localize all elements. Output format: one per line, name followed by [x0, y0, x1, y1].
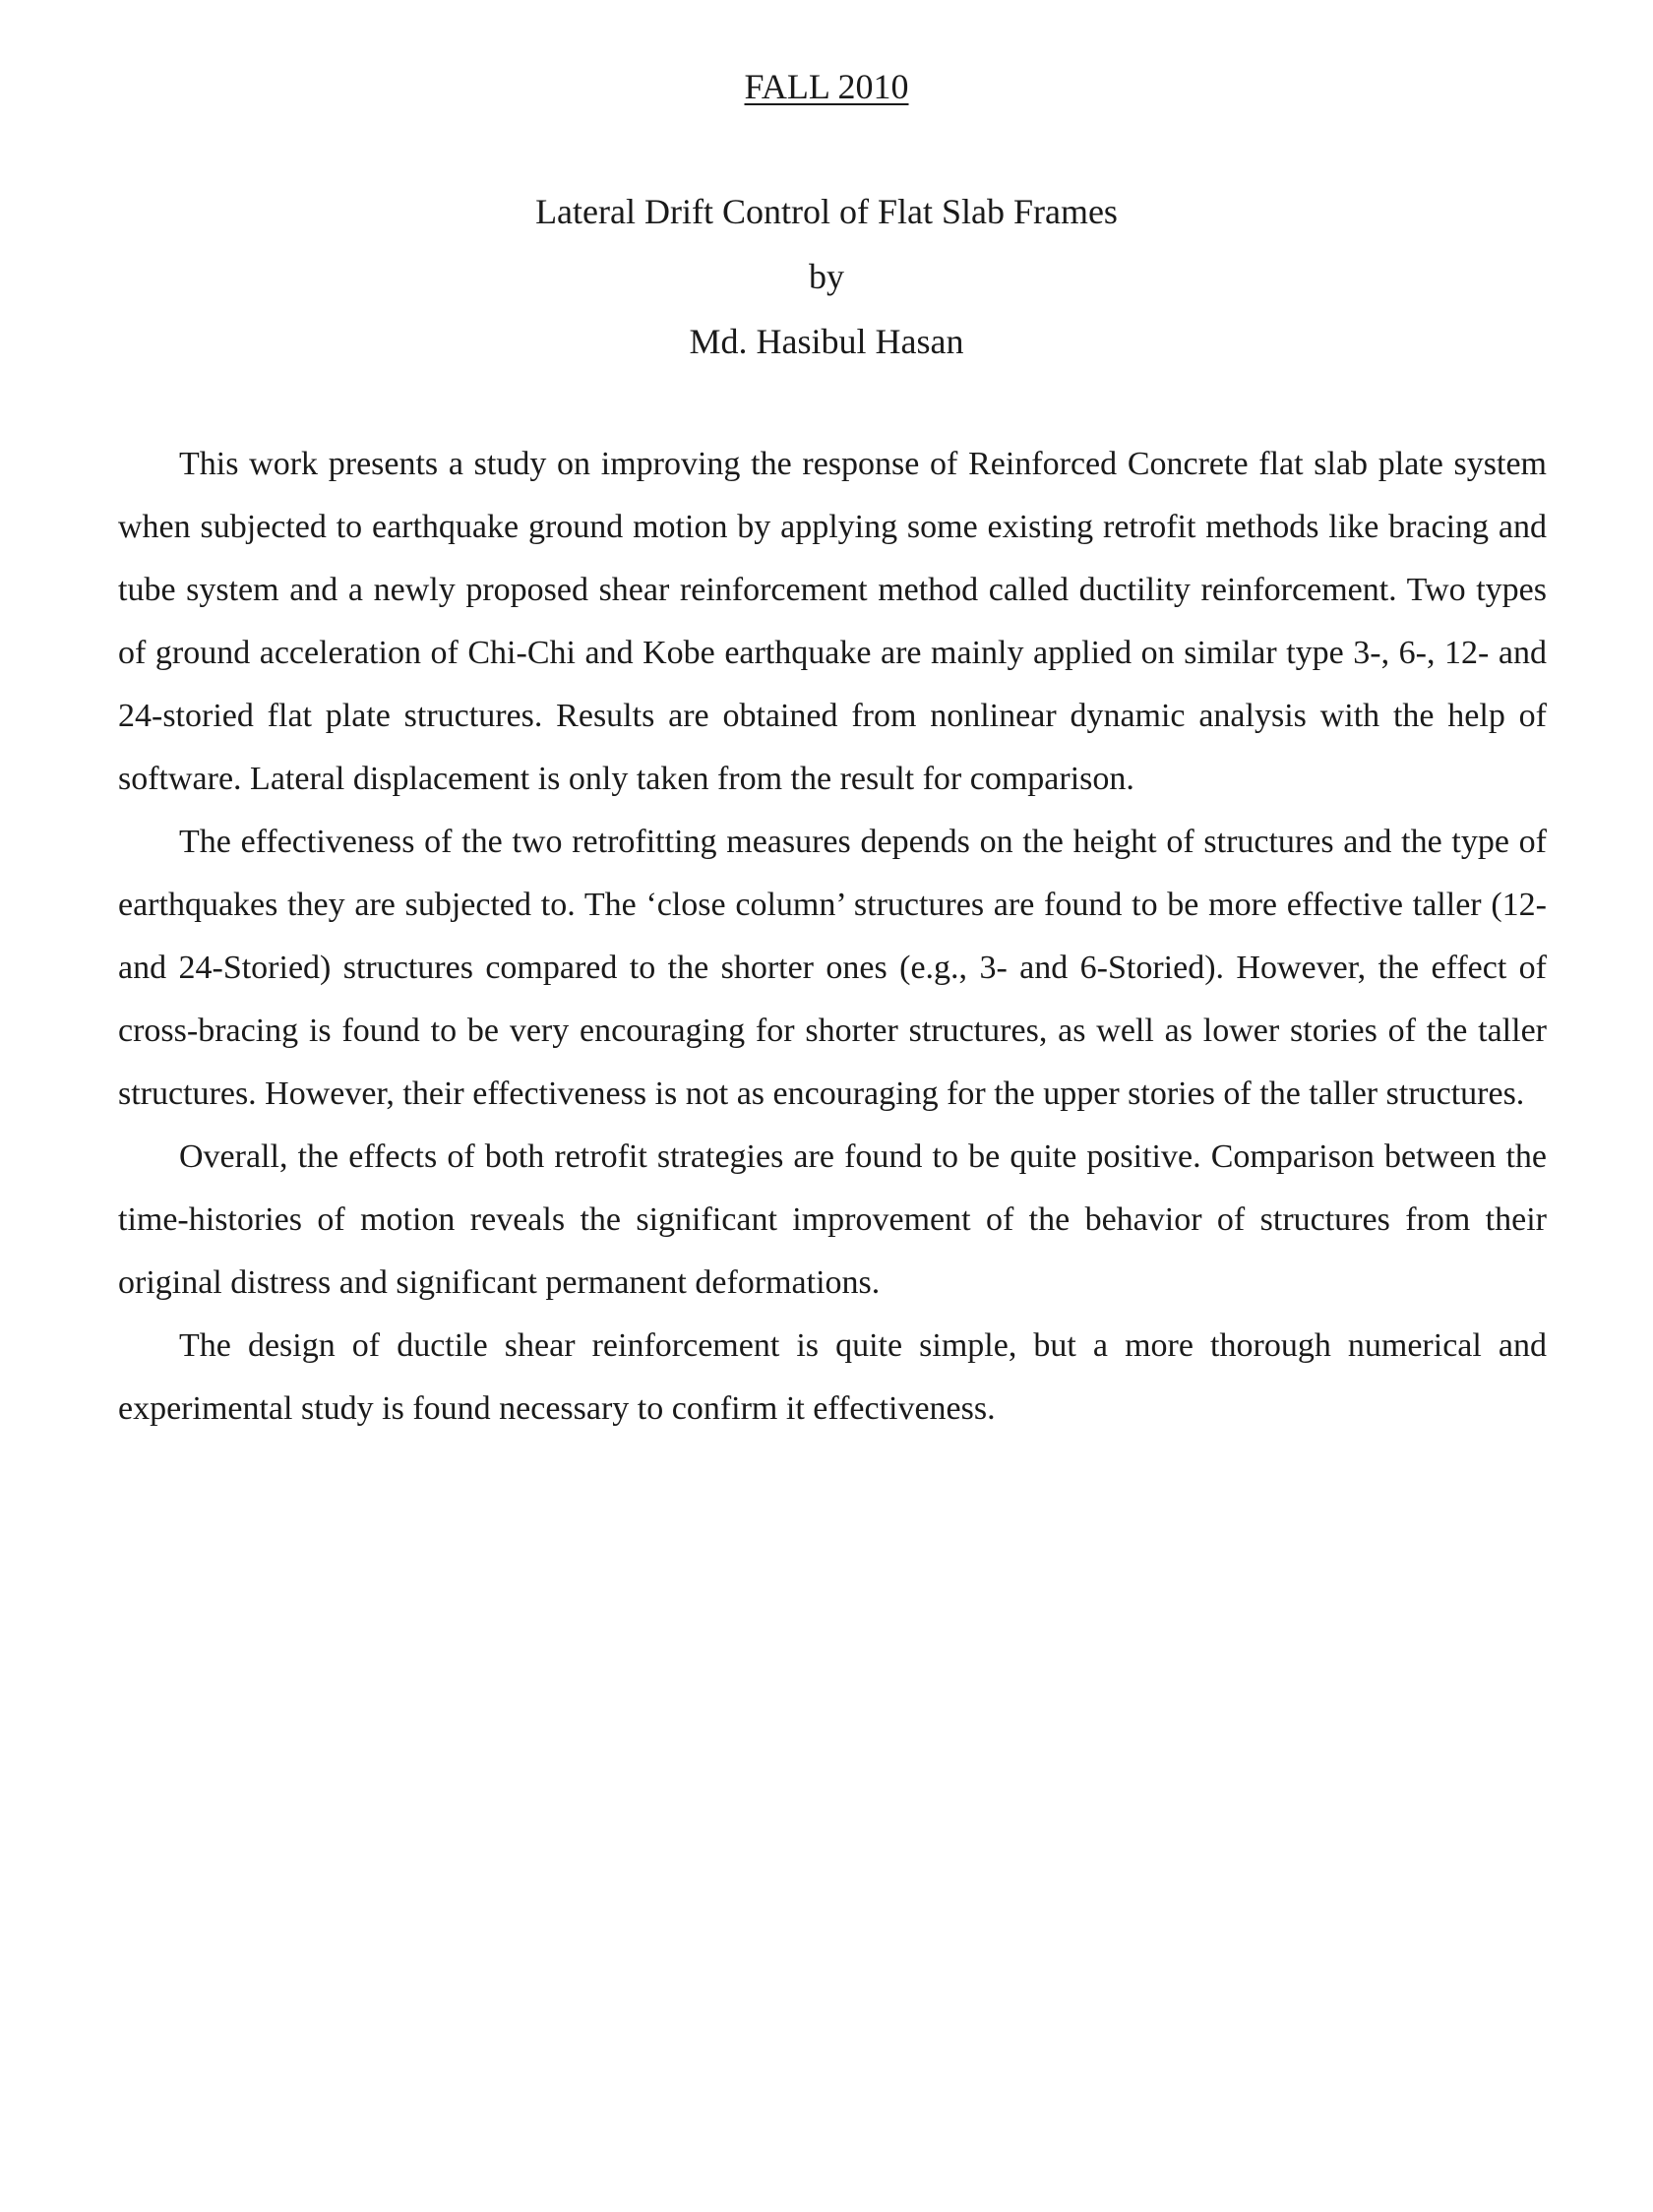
- abstract-paragraph-1: This work presents a study on improving the response of Reinforced Concrete flat slab plate system when subjected to earthquake ground motion by applying some existing retrofit methods like bracing and tube system and a newly proposed shear reinforcement method called ductility reinforcement. Two types of ground acceleration of Chi-Chi and Kobe earthquake are mainly applied on similar type 3-, 6-, 12- and 24-storied flat plate structures. Results are obtained from nonlinear dynamic analysis with the help of software. Lateral displacement is only taken from the result for comparison.: [118, 446, 1547, 797]
- thesis-title: Lateral Drift Control of Flat Slab Frames: [535, 192, 1118, 231]
- by-line: by: [809, 257, 844, 296]
- abstract-paragraph-4: The design of ductile shear reinforcement is quite simple, but a more thorough numerical and experimental study is found necessary to confirm it effectiveness.: [118, 1327, 1547, 1427]
- abstract-paragraph-2: The effectiveness of the two retrofitting measures depends on the height of structures and the type of earthquakes they are subjected to. The ‘close column’ structures are found to be more effective taller (12- and 24-Storied) structures compared to the shorter ones (e.g., 3- and 6-Storied). However, the effect of cross-bracing is found to be very encouraging for shorter structures, as well as lower stories of the taller structures. However, their effectiveness is not as encouraging for the upper stories of the taller structures.: [118, 824, 1547, 1112]
- abstract-paragraph-3: Overall, the effects of both retrofit strategies are found to be quite positive. Comparison between the time-histories of motion reveals the significant improvement of the behavior of structures from their original distress and significant permanent deformations.: [118, 1138, 1547, 1301]
- author-name: Md. Hasibul Hasan: [689, 322, 964, 361]
- term-heading: FALL 2010: [744, 67, 909, 106]
- abstract-body: [118, 433, 1547, 1441]
